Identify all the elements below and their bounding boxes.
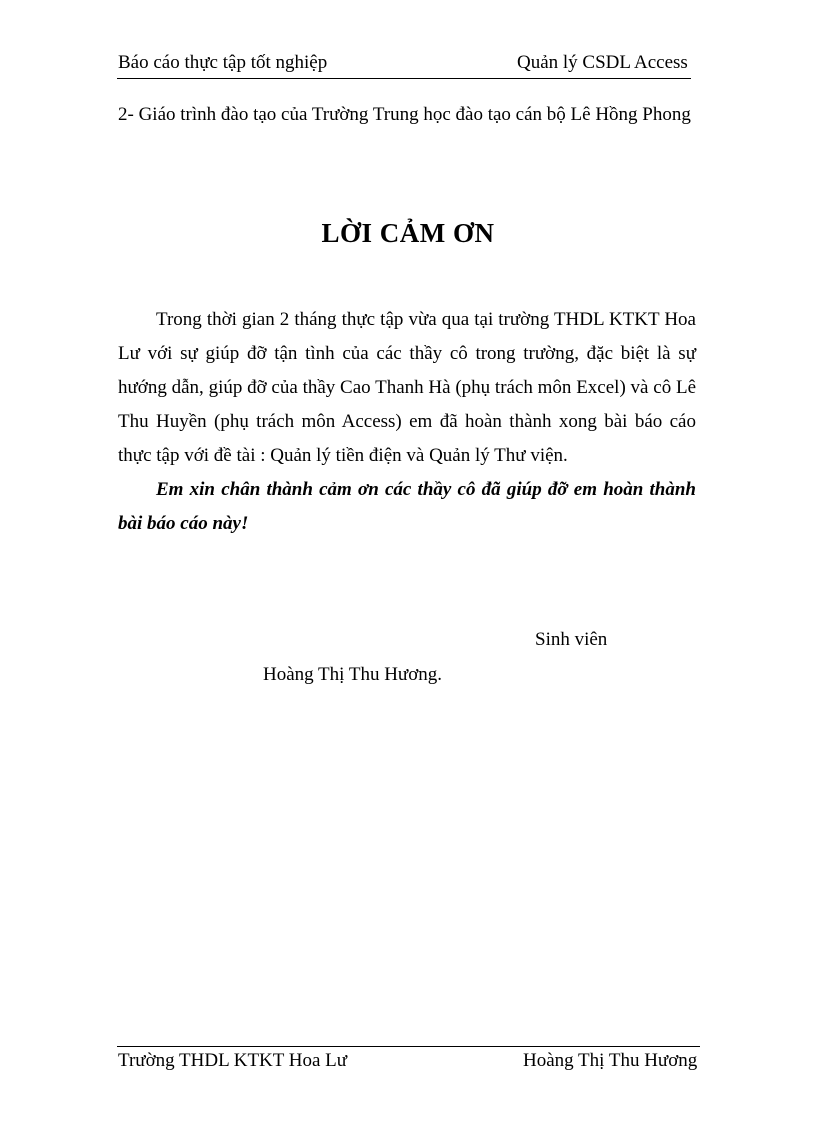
header-divider bbox=[117, 78, 691, 79]
footer-author: Hoàng Thị Thu Hương bbox=[523, 1050, 698, 1071]
signoff-role: Sinh viên bbox=[535, 629, 608, 650]
acknowledgement-paragraph: Trong thời gian 2 tháng thực tập vừa qua tại trường THDL KTKT Hoa Lư với sự giúp đỡ tận tình của các thầy cô trong trường, đặc biệt là sự hướng dẫn, giúp đỡ của thầy Cao Thanh Hà (phụ trách môn Excel) và cô Lê Thu Huyền (phụ trách môn Access) em đã hoàn thành xong bài báo cáo thực tập với đề tài : Quản lý tiền điện và Quản lý Thư viện. bbox=[118, 309, 696, 466]
footer-divider bbox=[117, 1046, 700, 1047]
signoff-name: Hoàng Thị Thu Hương. bbox=[263, 664, 443, 685]
footer-school: Trường THDL KTKT Hoa Lư bbox=[118, 1050, 348, 1071]
body-text bbox=[118, 303, 696, 541]
reference-item: 2- Giáo trình đào tạo của Trường Trung học đào tạo cán bộ Lê Hồng Phong bbox=[118, 104, 691, 125]
header-report-title: Báo cáo thực tập tốt nghiệp bbox=[118, 52, 328, 73]
header-subject: Quản lý CSDL Access bbox=[517, 52, 688, 73]
thanks-paragraph: Em xin chân thành cảm ơn các thầy cô đã giúp đỡ em hoàn thành bài báo cáo này! bbox=[118, 479, 696, 534]
page-title: LỜI CẢM ƠN bbox=[321, 218, 495, 248]
